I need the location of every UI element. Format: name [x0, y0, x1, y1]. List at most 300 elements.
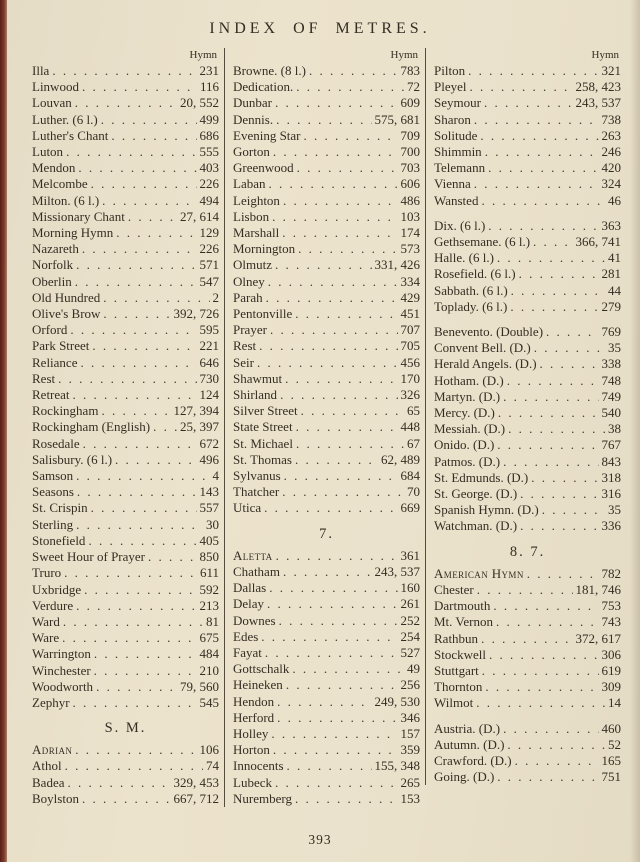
dot-leader [52, 63, 196, 79]
dot-leader [91, 500, 197, 516]
entry-name: Salisbury. (6 l.) [32, 451, 113, 467]
index-entry [233, 355, 420, 371]
dot-leader [94, 663, 197, 679]
entry-hymn-number: 540 [601, 405, 621, 421]
entry-name: Leighton [233, 192, 280, 208]
dot-leader [259, 338, 397, 354]
dot-leader [489, 647, 599, 663]
entry-hymn-number: 743 [601, 614, 621, 630]
index-entry [434, 373, 621, 389]
entry-name: Crawford. (D.) [434, 752, 512, 768]
entry-name: Winchester [32, 662, 91, 678]
entry-hymn-number: 324 [601, 176, 621, 192]
dot-leader [277, 710, 397, 726]
index-entry [32, 500, 219, 516]
index-entry [434, 389, 621, 405]
dot-leader [283, 193, 398, 209]
dot-leader [282, 484, 404, 500]
entry-hymn-number: 672 [199, 435, 219, 451]
entry-name: Orford [32, 322, 68, 338]
index-entry [233, 452, 420, 468]
entry-hymn-number: 686 [199, 127, 219, 143]
index-entry [233, 274, 420, 290]
entry-hymn-number: 547 [199, 273, 219, 289]
entry-name: Ware [32, 630, 60, 646]
index-column-2 [224, 48, 425, 807]
entry-name: Olive's Brow [32, 306, 101, 322]
entry-hymn-number: 74 [206, 758, 219, 774]
entry-hymn-number: 555 [199, 144, 219, 160]
index-entry [434, 695, 621, 711]
entry-hymn-number: 210 [199, 662, 219, 678]
index-entry [434, 518, 621, 534]
dot-leader [70, 322, 196, 338]
dot-leader [91, 176, 197, 192]
entry-hymn-number: 730 [199, 370, 219, 386]
entry-hymn-number: 103 [400, 208, 420, 224]
index-entry [434, 234, 621, 250]
index-entry [233, 645, 420, 661]
entry-name: Illa [32, 63, 50, 78]
dot-leader [481, 631, 572, 647]
entry-name: Rest [233, 338, 257, 354]
entry-hymn-number: 366, 741 [575, 234, 621, 250]
index-entry [32, 355, 219, 371]
dot-leader [481, 193, 605, 209]
hymn-column-header: Hymn [390, 49, 418, 61]
entry-hymn-number: 52 [608, 736, 621, 752]
entry-name: St. Edmunds. (D.) [434, 469, 529, 485]
index-entry [434, 737, 621, 753]
dot-leader [507, 737, 605, 753]
index-entry [32, 193, 219, 209]
entry-hymn-number: 575, 681 [374, 111, 420, 127]
hymn-column-header: Hymn [591, 49, 619, 61]
entry-name: Autumn. (D.) [434, 736, 505, 752]
entry-hymn-number: 460 [601, 720, 621, 736]
entry-name: Gottschalk [233, 661, 290, 677]
dot-leader [269, 580, 397, 596]
entry-name: Mt. Vernon [434, 614, 493, 630]
entry-hymn-number: 609 [400, 95, 420, 111]
index-entry [233, 306, 420, 322]
entry-hymn-number: 850 [199, 549, 219, 565]
index-entry [32, 387, 219, 403]
entry-name: State Street [233, 419, 293, 435]
entry-hymn-number: 49 [407, 661, 420, 677]
entry-hymn-number: 261 [400, 596, 420, 612]
entry-hymn-number: 592 [199, 581, 219, 597]
entry-name: Evening Star [233, 127, 301, 143]
dot-leader [264, 500, 397, 516]
entry-hymn-number: 165 [601, 752, 621, 768]
entry-hymn-number: 751 [601, 769, 621, 785]
dot-leader [497, 250, 605, 266]
dot-leader [515, 753, 599, 769]
index-entry [32, 63, 219, 79]
entry-name: Rathbun [434, 630, 479, 646]
entry-name: Wilmot [434, 695, 474, 711]
entry-name: Rosedale [32, 435, 80, 451]
entry-hymn-number: 258, 423 [575, 79, 621, 95]
dot-leader [261, 629, 397, 645]
dot-leader [503, 389, 598, 405]
index-entry [434, 128, 621, 144]
index-entry [32, 630, 219, 646]
entry-name: Luther's Chant [32, 127, 109, 143]
dot-leader [58, 371, 196, 387]
entry-hymn-number: 667, 712 [173, 790, 219, 806]
entry-name: Louvan [32, 95, 72, 111]
entry-hymn-number: 2 [212, 289, 219, 305]
dot-leader [273, 742, 398, 758]
index-entry [32, 128, 219, 144]
entry-name: Innocents [233, 758, 284, 774]
entry-name: Olney [233, 273, 265, 289]
entry-hymn-number: 405 [199, 532, 219, 548]
dot-leader [92, 338, 196, 354]
index-entry [434, 160, 621, 176]
index-entry [434, 218, 621, 234]
dot-leader [480, 128, 598, 144]
dot-leader [508, 421, 605, 437]
entry-name: St. Michael [233, 435, 293, 451]
entry-hymn-number: 318 [601, 469, 621, 485]
entry-name: Uxbridge [32, 581, 82, 597]
entry-name: Dennis. [233, 111, 274, 127]
entry-hymn-number: 573 [400, 241, 420, 257]
entry-hymn-number: 246 [601, 144, 621, 160]
metre-section-heading: S. M. [104, 720, 147, 737]
index-entry [32, 403, 219, 419]
entry-hymn-number: 226 [199, 241, 219, 257]
entry-list [233, 63, 420, 517]
dot-leader [286, 677, 398, 693]
index-entry [32, 257, 219, 273]
dot-leader [65, 758, 203, 774]
dot-leader [484, 95, 573, 111]
dot-leader [301, 403, 404, 419]
entry-name: Dix. (6 l.) [434, 217, 486, 233]
entry-name: Fayat [233, 644, 262, 660]
entry-hymn-number: 20, 552 [180, 95, 219, 111]
dot-leader [280, 387, 397, 403]
index-entry [233, 726, 420, 742]
index-entry [233, 548, 420, 564]
dot-leader [476, 695, 605, 711]
entry-name: Spanish Hymn. (D.) [434, 502, 539, 518]
entry-hymn-number: 306 [601, 646, 621, 662]
entry-hymn-number: 346 [400, 709, 420, 725]
entry-name: Parah [233, 289, 263, 305]
index-entry [233, 694, 420, 710]
hymn-column-header: Hymn [189, 49, 217, 61]
dot-leader [470, 79, 573, 95]
dot-leader [287, 758, 372, 774]
entry-name: Samson [32, 468, 74, 484]
entry-hymn-number: 174 [400, 225, 420, 241]
dot-leader [276, 112, 371, 128]
entry-hymn-number: 160 [400, 580, 420, 596]
entry-name: Greenwood [233, 160, 294, 176]
dot-leader [94, 646, 197, 662]
entry-hymn-number: 249, 530 [374, 693, 420, 709]
index-entry [434, 340, 621, 356]
entry-name: Badea [32, 774, 65, 790]
dot-leader [101, 403, 170, 419]
dot-leader [488, 218, 598, 234]
entry-name: Warrington [32, 646, 91, 662]
entry-hymn-number: 334 [400, 273, 420, 289]
entry-name: Herald Angels. (D.) [434, 356, 537, 372]
index-column-1 [24, 48, 224, 807]
index-entry [233, 661, 420, 677]
entry-name: Olmutz [233, 257, 272, 273]
dot-leader [282, 225, 397, 241]
entry-name: Martyn. (D.) [434, 388, 501, 404]
entry-name: Delay [233, 596, 265, 612]
index-entry [32, 468, 219, 484]
entry-name: Oberlin [32, 273, 72, 289]
entry-hymn-number: 527 [400, 644, 420, 660]
index-entry [233, 677, 420, 693]
entry-hymn-number: 499 [199, 111, 219, 127]
entry-list [434, 721, 621, 786]
index-entry [233, 775, 420, 791]
index-entry [32, 225, 219, 241]
entry-hymn-number: 70 [407, 484, 420, 500]
index-entry [434, 176, 621, 192]
entry-hymn-number: 44 [608, 282, 621, 298]
dot-leader [474, 112, 599, 128]
entry-hymn-number: 429 [400, 289, 420, 305]
entry-hymn-number: 571 [199, 257, 219, 273]
entry-hymn-number: 46 [608, 192, 621, 208]
index-entry [434, 63, 621, 79]
index-entry [233, 564, 420, 580]
index-entry [434, 112, 621, 128]
entry-hymn-number: 279 [601, 298, 621, 314]
entry-name: Chatham [233, 563, 280, 579]
index-entry [32, 112, 219, 128]
entry-name: Mercy. (D.) [434, 405, 495, 421]
entry-hymn-number: 669 [400, 500, 420, 516]
index-entry [32, 144, 219, 160]
entry-hymn-number: 129 [199, 225, 219, 241]
entry-hymn-number: 153 [400, 790, 420, 806]
entry-name: Norfolk [32, 257, 74, 273]
entry-name: Mornington [233, 241, 296, 257]
entry-hymn-number: 326 [400, 387, 420, 403]
entry-hymn-number: 35 [608, 502, 621, 518]
entry-name: Luton [32, 144, 64, 160]
entry-name: Browne. (8 l.) [233, 63, 306, 78]
index-entry [233, 95, 420, 111]
index-entry [434, 324, 621, 340]
dot-leader [103, 306, 170, 322]
index-entry [434, 193, 621, 209]
entry-hymn-number: 106 [199, 742, 219, 758]
page-edge-shadow [630, 0, 640, 862]
entry-name: Sharon [434, 111, 471, 127]
index-entry [32, 452, 219, 468]
dot-leader [84, 582, 196, 598]
entry-hymn-number: 606 [400, 176, 420, 192]
entry-name: Stockwell [434, 646, 486, 662]
index-entry [233, 742, 420, 758]
entry-hymn-number: 403 [199, 160, 219, 176]
entry-name: Thatcher [233, 484, 280, 500]
entry-hymn-number: 338 [601, 356, 621, 372]
entry-name: Laban [233, 176, 266, 192]
dot-leader [275, 95, 398, 111]
entry-name: Dartmouth [434, 598, 491, 614]
entry-name: Missionary Chant [32, 208, 125, 224]
entry-hymn-number: 363 [601, 217, 621, 233]
dot-leader [298, 241, 397, 257]
index-entry [32, 419, 219, 435]
dot-leader [83, 436, 197, 452]
entry-name: Stonefield [32, 532, 86, 548]
index-entry [32, 79, 219, 95]
entry-name: Rosefield. (6 l.) [434, 266, 516, 282]
entry-name: St. Crispin [32, 500, 88, 516]
entry-hymn-number: 157 [400, 725, 420, 741]
dot-leader [468, 63, 598, 79]
dot-leader [62, 630, 196, 646]
entry-hymn-number: 254 [400, 628, 420, 644]
dot-leader [265, 645, 398, 661]
entry-list [434, 324, 621, 535]
dot-leader [73, 387, 197, 403]
dot-leader [295, 452, 378, 468]
entry-hymn-number: 486 [400, 192, 420, 208]
entry-name: Lubeck [233, 774, 272, 790]
index-entry [233, 225, 420, 241]
dot-leader [103, 290, 209, 306]
dot-leader [63, 614, 203, 630]
index-entry [434, 486, 621, 502]
metre-section-heading: 7. [319, 525, 334, 542]
entry-name: Prayer [233, 322, 267, 338]
entry-hymn-number: 27, 614 [180, 208, 219, 224]
entry-name: Sterling [32, 516, 74, 532]
index-entry [32, 209, 219, 225]
dot-leader [534, 340, 605, 356]
entry-name: Boylston [32, 790, 79, 806]
entry-hymn-number: 646 [199, 354, 219, 370]
entry-hymn-number: 749 [601, 388, 621, 404]
index-columns [0, 38, 640, 807]
entry-hymn-number: 707 [400, 322, 420, 338]
entry-hymn-number: 38 [608, 421, 621, 437]
index-entry [233, 436, 420, 452]
entry-name: Retreat [32, 387, 70, 403]
dot-leader [270, 322, 398, 338]
dot-leader [82, 79, 197, 95]
index-entry [32, 695, 219, 711]
index-entry [233, 63, 420, 79]
entry-name: St. Thomas [233, 451, 292, 467]
index-entry [32, 95, 219, 111]
index-entry [233, 128, 420, 144]
entry-hymn-number: 231 [199, 63, 219, 78]
entry-name: Dallas [233, 580, 267, 596]
entry-name: Watchman. (D.) [434, 518, 518, 534]
entry-hymn-number: 709 [400, 127, 420, 143]
index-entry [32, 549, 219, 565]
dot-leader [520, 486, 598, 502]
entry-name: Rockingham (English) [32, 419, 151, 435]
entry-name: Aletta [233, 547, 273, 563]
entry-name: Marshall [233, 225, 280, 241]
entry-hymn-number: 4 [212, 468, 219, 484]
page-gutter-binding [0, 0, 7, 862]
index-entry [233, 257, 420, 273]
entry-name: Mendon [32, 160, 76, 176]
index-entry [434, 454, 621, 470]
entry-hymn-number: 329, 453 [173, 774, 219, 790]
index-entry [434, 647, 621, 663]
entry-name: Rest [32, 370, 56, 386]
dot-leader [257, 355, 398, 371]
entry-name: Nuremberg [233, 790, 292, 806]
entry-hymn-number: 127, 394 [173, 403, 219, 419]
entry-name: Hendon [233, 693, 275, 709]
index-entry [233, 710, 420, 726]
dot-leader [496, 614, 599, 630]
index-entry [434, 79, 621, 95]
dot-leader [101, 112, 197, 128]
page-title: INDEX OF METRES. [209, 20, 431, 37]
dot-leader [503, 721, 598, 737]
entry-hymn-number: 309 [601, 679, 621, 695]
dot-leader [295, 791, 398, 807]
entry-hymn-number: 25, 397 [180, 419, 219, 435]
index-entry [434, 753, 621, 769]
entry-hymn-number: 316 [601, 486, 621, 502]
dot-leader [510, 299, 598, 315]
dot-leader [503, 454, 598, 470]
index-entry [233, 500, 420, 516]
entry-list [32, 742, 219, 807]
entry-name: Stuttgart [434, 662, 479, 678]
dot-leader [82, 791, 171, 807]
dot-leader [267, 596, 397, 612]
dot-leader [78, 160, 196, 176]
entry-name: Hotham. (D.) [434, 372, 504, 388]
index-entry [233, 176, 420, 192]
entry-hymn-number: 143 [199, 484, 219, 500]
index-entry [434, 470, 621, 486]
entry-name: Sweet Hour of Prayer [32, 549, 145, 565]
entry-name: Nazareth [32, 241, 79, 257]
dot-leader [519, 266, 599, 282]
dot-leader [115, 452, 196, 468]
index-entry [233, 79, 420, 95]
dot-leader [493, 598, 598, 614]
entry-name: Shimmin [434, 144, 482, 160]
entry-hymn-number: 81 [206, 613, 219, 629]
dot-leader [76, 517, 203, 533]
dot-leader [296, 436, 404, 452]
index-entry [233, 322, 420, 338]
entry-hymn-number: 243, 537 [575, 95, 621, 111]
entry-name: Park Street [32, 338, 90, 354]
entry-name: Woodworth [32, 678, 94, 694]
entry-name: Verdure [32, 597, 74, 613]
entry-hymn-number: 748 [601, 372, 621, 388]
